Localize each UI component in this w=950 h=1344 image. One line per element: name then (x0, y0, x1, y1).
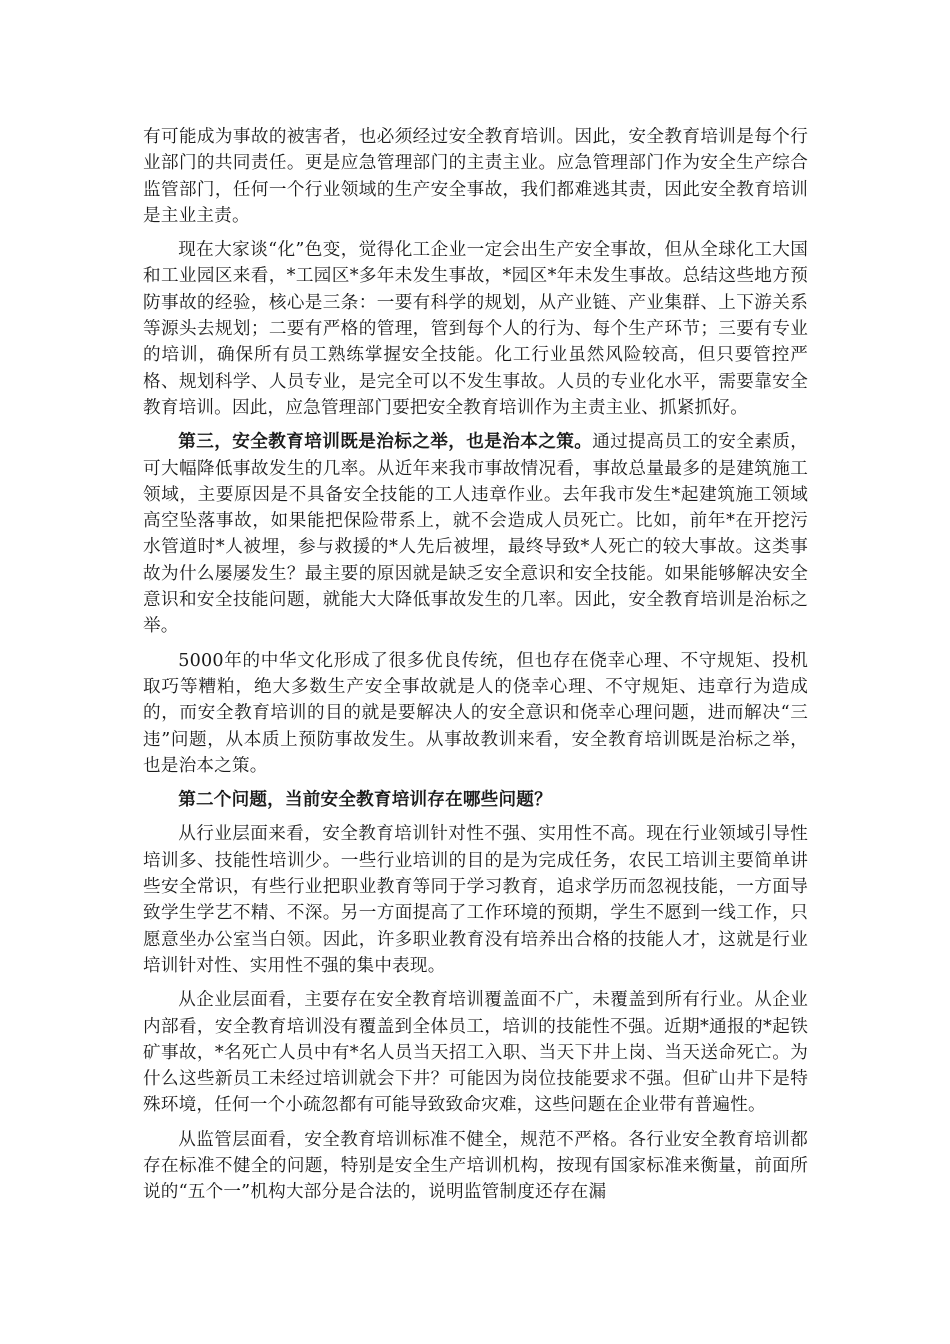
paragraph-3-bold-lead: 第三，安全教育培训既是治标之举，也是治本之策。 (178, 431, 593, 453)
paragraph-1: 有可能成为事故的被害者，也必须经过安全教育培训。因此，安全教育培训是每个行业部门的共同责任。更是应急管理部门的主责主业。应急管理部门作为安全生产综合监管部门，任何一个行业领域的生产安全事故，我们都难逃其责，因此安全教育培训是主业主责。 (143, 127, 808, 226)
paragraph-5: 从行业层面来看，安全教育培训针对性不强、实用性不高。现在行业领域引导性培训多、技能性培训少。一些行业培训的目的是为完成任务，农民工培训主要简单讲些安全常识，有些行业把职业教育等同于学习教育，追求学历而忽视技能，一方面导致学生学艺不精、不深。另一方面提高了工作环境的预期，学生不愿到一线工作，只愿意坐办公室当白领。因此，许多职业教育没有培养出合格的技能人才，这就是行业培训针对性、实用性不强的集中表现。 (143, 824, 808, 976)
section-heading-2: 第二个问题，当前安全教育培训存在哪些问题？ (178, 789, 552, 811)
paragraph-6: 从企业层面看，主要存在安全教育培训覆盖面不广，未覆盖到所有行业。从企业内部看，安全教育培训没有覆盖到全体员工，培训的技能性不强。近期*通报的*起铁矿事故，*名死亡人员中有*名人员当天招工入职、当天下井上岗、当天送命死亡。为什么这些新员工未经过培训就会下井？可能因为岗位技能要求不强。但矿山井下是特殊环境，任何一个小疏忽都有可能导致致命灾难，这些问题在企业带有普遍性。 (143, 990, 808, 1116)
paragraph-3-body: 通过提高员工的安全素质，可大幅降低事故发生的几率。从近年来我市事故情况看，事故总量最多的是建筑施工领域，主要原因是不具备安全技能的工人违章作业。去年我市发生*起建筑施工领域高空坠落事故，如果能把保险带系上，就不会造成人员死亡。比如，前年*在开挖污水管道时*人被埋，参与救援的*人先后被埋，最终导致*人死亡的较大事故。这类事故为什么屡屡发生？最主要的原因就是缺乏安全意识和安全技能。如果能够解决安全意识和安全技能问题，就能大大降低事故发生的几率。因此，安全教育培训是治标之举。 (143, 432, 808, 637)
document-page (143, 124, 808, 1214)
paragraph-7: 从监管层面看，安全教育培训标准不健全，规范不严格。各行业安全教育培训都存在标准不健全的问题，特别是安全生产培训机构，按现有国家标准来衡量，前面所说的“五个一”机构大部分是合法的，说明监管制度还存在漏 (143, 1129, 808, 1203)
paragraph-2: 现在大家谈“化”色变，觉得化工企业一定会出生产安全事故，但从全球化工大国和工业园区来看，*工园区*多年未发生事故，*园区*年未发生事故。总结这些地方预防事故的经验，核心是三条：一要有科学的规划，从产业链、产业集群、上下游关系等源头去规划；二要有严格的管理，管到每个人的行为、每个生产环节；三要有专业的培训，确保所有员工熟练掌握安全技能。化工行业虽然风险较高，但只要管控严格、规划科学、人员专业，是完全可以不发生事故。人员的专业化水平，需要靠安全教育培训。因此，应急管理部门要把安全教育培训作为主责主业、抓紧抓好。 (143, 240, 808, 418)
paragraph-4: 5000年的中华文化形成了很多优良传统，但也存在侥幸心理、不守规矩、投机取巧等糟粕，绝大多数生产安全事故就是人的侥幸心理、不守规矩、违章行为造成的，而安全教育培训的目的就是要解决人的安全意识和侥幸心理问题，进而解决“三违”问题，从本质上预防事故发生。从事故教训来看，安全教育培训既是治标之举，也是治本之策。 (143, 650, 808, 776)
paragraph-3 (143, 429, 808, 639)
